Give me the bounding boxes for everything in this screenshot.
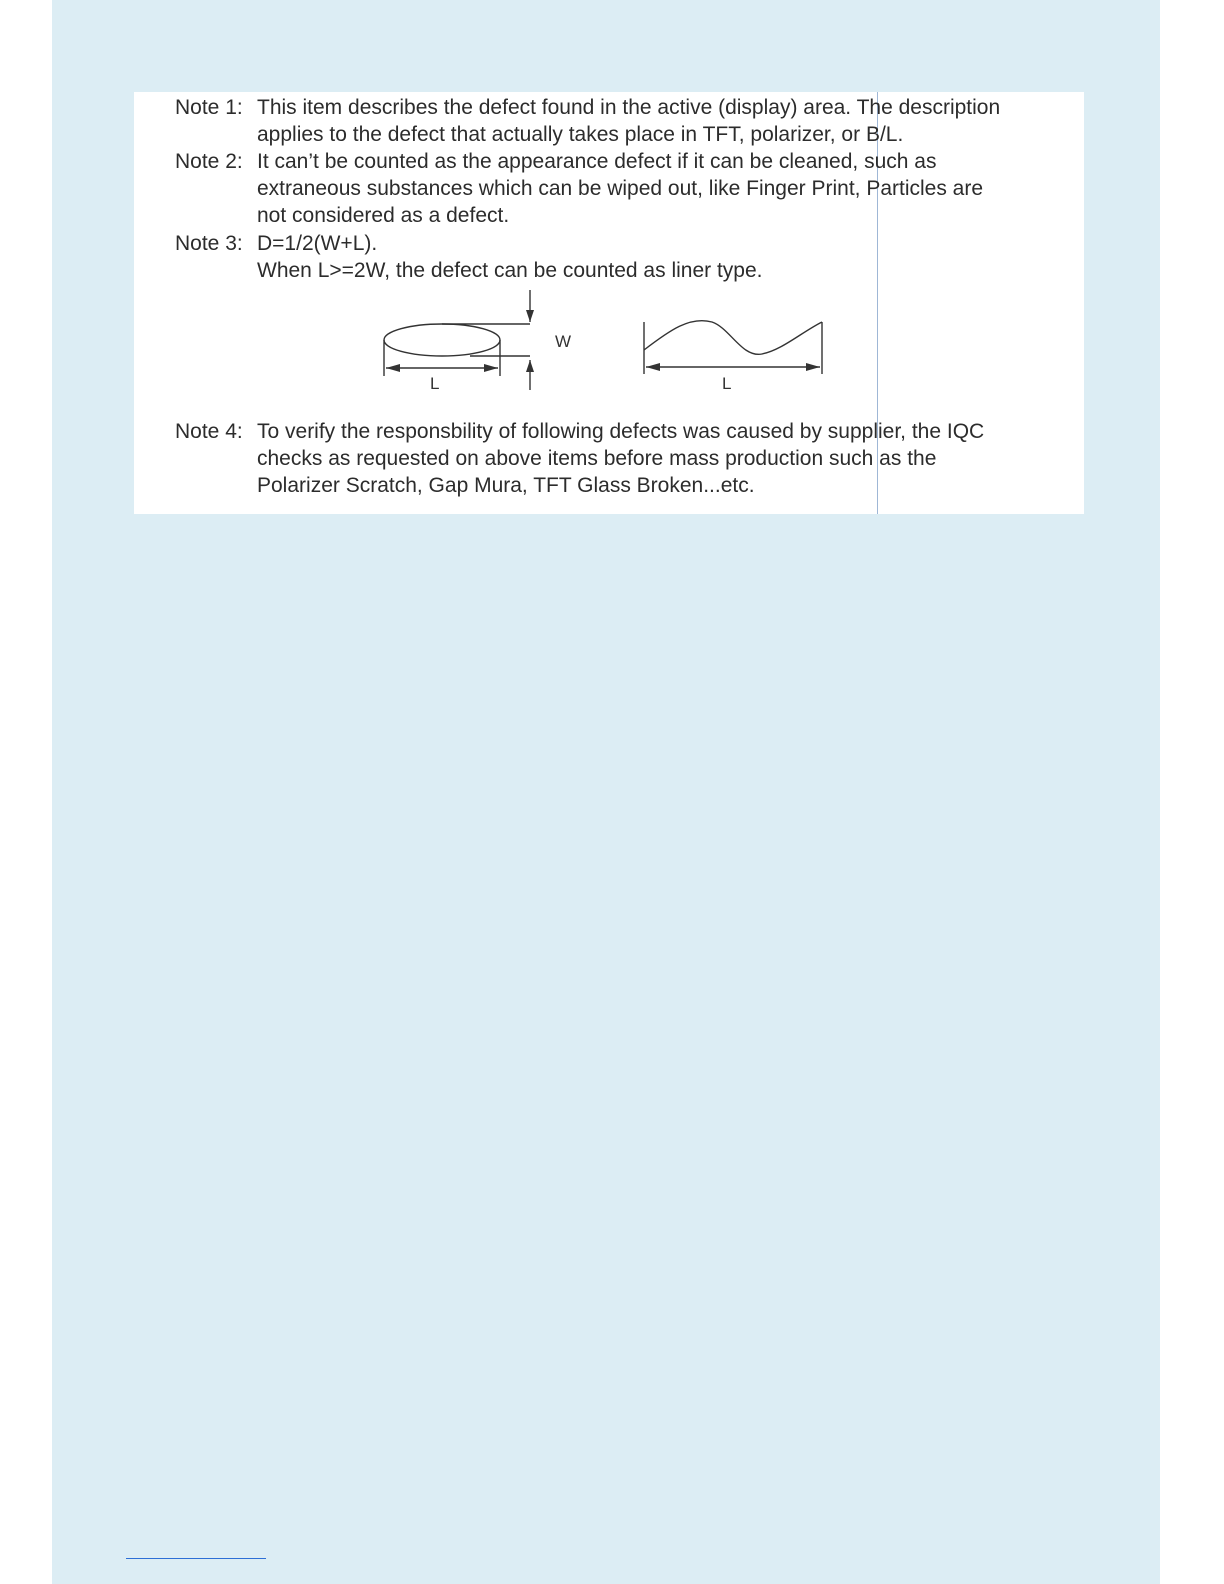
- ellipse-length-arrowhead-left: [386, 364, 400, 372]
- note-1-label: Note 1:: [175, 96, 243, 119]
- note-4-text: To verify the responsbility of following defects was caused by supplier, the IQC checks as requested on above items before mass production such as the Polarizer Scratch, Gap Mura, TFT Glass Broken...etc.: [257, 420, 985, 497]
- width-top-arrowhead: [526, 310, 534, 322]
- note-3-label: Note 3:: [175, 232, 243, 255]
- footnote-separator: [126, 1558, 266, 1559]
- note-3: [175, 230, 1080, 284]
- wave-length-arrowhead-right: [806, 363, 820, 371]
- note-1-text: This item describes the defect found in the active (display) area. The description applies to the defect that actually takes place in TFT, polarizer, or B/L.: [257, 96, 1001, 146]
- note-3-text: D=1/2(W+L). When L>=2W, the defect can be counted as liner type.: [257, 232, 763, 282]
- ellipse-length-label: L: [430, 374, 440, 393]
- wave-length-arrowhead-left: [646, 363, 660, 371]
- note-2-label: Note 2:: [175, 150, 243, 173]
- note-2: [175, 148, 1080, 229]
- width-label: W: [555, 332, 572, 351]
- line-defect-wave: [644, 321, 822, 355]
- note-4-label: Note 4:: [175, 420, 243, 443]
- wave-length-label: L: [722, 374, 732, 393]
- width-bottom-arrowhead: [526, 360, 534, 372]
- ellipse-length-arrowhead-right: [484, 364, 498, 372]
- note-4: [175, 418, 1080, 499]
- defect-dimension-figure: [370, 288, 840, 400]
- note-2-text: It can’t be counted as the appearance defect if it can be cleaned, such as extraneous substances which can be wiped out, like Finger Print, Particles are not considered as a defect.: [257, 150, 984, 227]
- note-1: [175, 94, 1080, 148]
- dot-defect-ellipse: [384, 324, 500, 356]
